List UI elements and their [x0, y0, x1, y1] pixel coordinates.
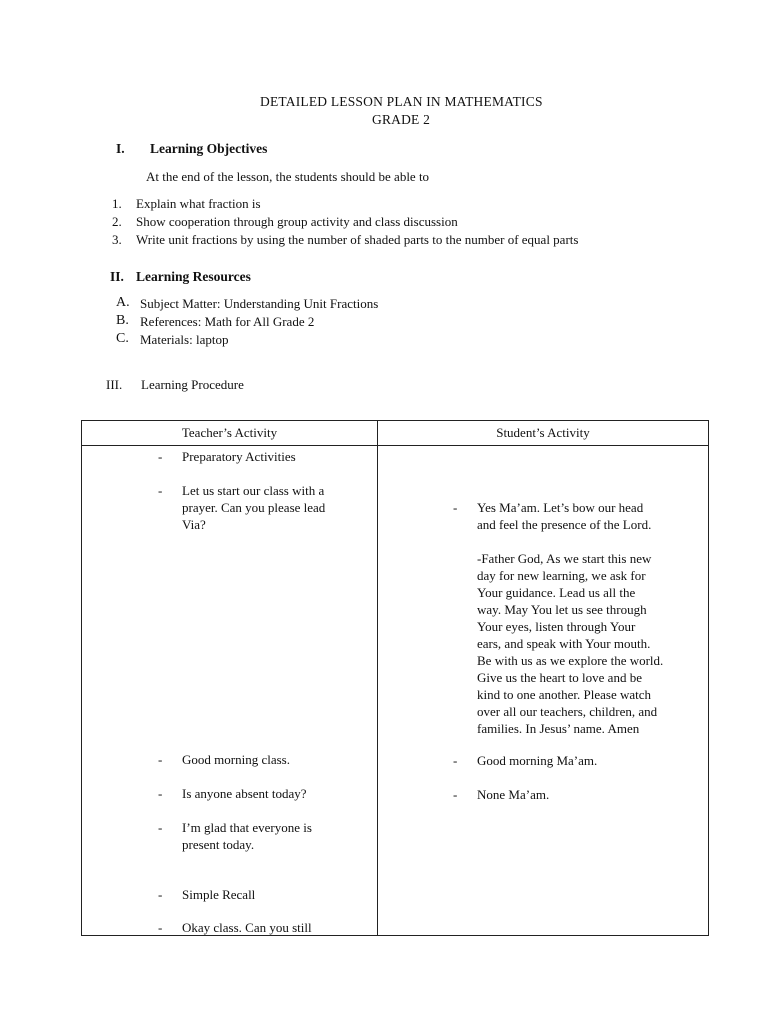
resource-c-letter: C.	[116, 331, 129, 346]
section-1-heading: Learning Objectives	[150, 141, 268, 156]
objective-3-number: 3.	[112, 232, 122, 247]
objective-2-number: 2.	[112, 214, 122, 229]
activity-table	[81, 420, 709, 936]
section-2-numeral: II.	[110, 269, 124, 284]
objective-1-text: Explain what fraction is	[136, 196, 261, 211]
resource-a-text: Subject Matter: Understanding Unit Fractions	[140, 296, 379, 311]
resource-b-text: References: Math for All Grade 2	[140, 314, 315, 329]
objective-3-text: Write unit fractions by using the number of shaded parts to the number of equal parts	[136, 232, 579, 247]
objectives-intro: At the end of the lesson, the students should be able to	[146, 169, 430, 184]
document-title: DETAILED LESSON PLAN IN MATHEMATICS	[260, 94, 543, 109]
document-subtitle: GRADE 2	[372, 112, 431, 127]
resource-b-letter: B.	[116, 313, 129, 328]
section-2-heading: Learning Resources	[136, 269, 251, 284]
section-3-heading: Learning Procedure	[141, 377, 244, 392]
resource-c-text: Materials: laptop	[140, 332, 229, 347]
resource-a-letter: A.	[116, 295, 130, 310]
teacher-activity-header: Teacher’s Activity	[82, 421, 378, 446]
teacher-activity-cell: - Preparatory Activities - Let us start our class with a prayer. Can you please lead Via? - Good morning class. - Is anyone absent today? - I’m glad that everyone is present today. - Simple Recall - Okay class. Can you still	[82, 446, 378, 936]
student-activity-header: Student’s Activity	[378, 421, 709, 446]
section-3-numeral: III.	[106, 377, 123, 392]
student-activity-cell: - Yes Ma’am. Let’s bow our head and feel the presence of the Lord. -Father God, As we start this new day for new learning, we ask for Your guidance. Lead us all the way. May You let us see through Your eyes, listen through Your ears, and speak with Your mouth. Be with us as we explore the world. Give us the heart to love and be kind to one another. Please watch over all our teachers, children, and families. In Jesus’ name. Amen - Good morning Ma’am. - None Ma’am.	[378, 446, 709, 936]
objective-2-text: Show cooperation through group activity and class discussion	[136, 214, 458, 229]
objective-1-number: 1.	[112, 196, 122, 211]
section-1-numeral: I.	[116, 141, 125, 156]
